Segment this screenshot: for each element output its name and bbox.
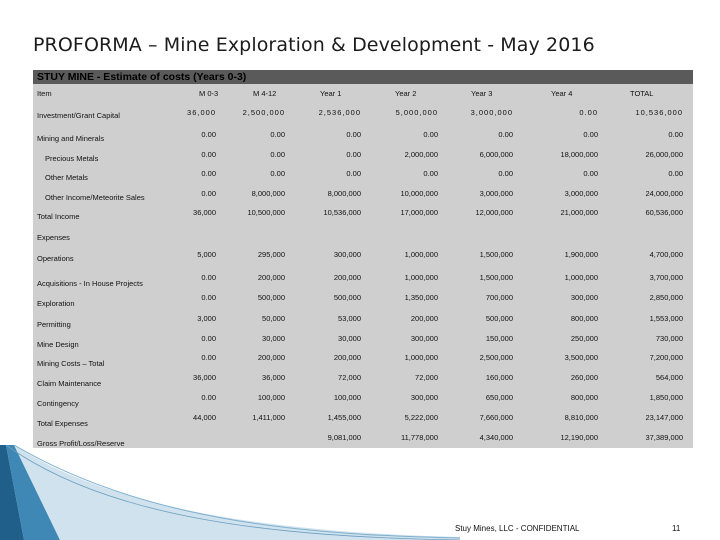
row-value: 260,000 <box>570 373 598 382</box>
row-value: 10,500,000 <box>247 208 285 217</box>
row-value: 300,000 <box>410 393 438 402</box>
row-value: 1,455,000 <box>327 413 361 422</box>
row-value: 0.00 <box>583 169 598 178</box>
row-label: Investment/Grant Capital <box>37 111 120 120</box>
row-value: 24,000,000 <box>645 189 683 198</box>
row-value: 30,000 <box>338 334 361 343</box>
row-value: 200,000 <box>257 273 285 282</box>
row-value: 3,000,000 <box>564 189 598 198</box>
row-value: 5,222,000 <box>404 413 438 422</box>
row-value: 0.00 <box>201 334 216 343</box>
row-value: 21,000,000 <box>560 208 598 217</box>
row-value: 10,536,000 <box>323 208 361 217</box>
row-value: 200,000 <box>333 273 361 282</box>
row-label: Expenses <box>37 233 70 242</box>
row-value: 500,000 <box>485 314 513 323</box>
row-value: 1,350,000 <box>404 293 438 302</box>
decorative-swoosh <box>0 445 460 540</box>
row-value: 5,000 <box>197 250 216 259</box>
table-row <box>33 210 693 228</box>
page-title: PROFORMA – Mine Exploration & Development - May 2016 <box>33 34 595 56</box>
row-value: 800,000 <box>570 314 598 323</box>
row-value: 10,536,000 <box>635 108 683 117</box>
row-value: 12,190,000 <box>560 433 598 442</box>
row-value: 0.00 <box>346 169 361 178</box>
row-value: 3,000 <box>197 314 216 323</box>
table-row <box>33 336 693 354</box>
row-value: 36,000 <box>187 108 216 117</box>
row-value: 2,536,000 <box>318 108 361 117</box>
row-label: Permitting <box>37 320 71 329</box>
row-value: 3,700,000 <box>649 273 683 282</box>
row-value: 53,000 <box>338 314 361 323</box>
row-value: 800,000 <box>570 393 598 402</box>
row-value: 3,000,000 <box>479 189 513 198</box>
row-value: 9,081,000 <box>327 433 361 442</box>
row-value: 1,500,000 <box>479 273 513 282</box>
row-value: 3,000,000 <box>470 108 513 117</box>
row-value: 0.00 <box>423 130 438 139</box>
row-value: 1,900,000 <box>564 250 598 259</box>
row-value: 10,000,000 <box>400 189 438 198</box>
row-value: 37,389,000 <box>645 433 683 442</box>
table-row <box>33 252 693 270</box>
row-value: 0.00 <box>201 353 216 362</box>
row-value: 8,000,000 <box>251 189 285 198</box>
row-value: 30,000 <box>262 334 285 343</box>
row-value: 0.00 <box>270 150 285 159</box>
row-value: 11,778,000 <box>401 433 438 442</box>
row-value: 8,000,000 <box>327 189 361 198</box>
table-row <box>33 355 693 373</box>
table-heading: STUY MINE - Estimate of costs (Years 0-3) <box>37 71 247 83</box>
row-value: 0.00 <box>201 130 216 139</box>
row-value: 17,000,000 <box>400 208 438 217</box>
row-value: 300,000 <box>570 293 598 302</box>
row-label: Mine Design <box>37 340 79 349</box>
row-value: 8,810,000 <box>564 413 598 422</box>
table-row <box>33 375 693 393</box>
row-value: 5,000,000 <box>395 108 438 117</box>
row-value: 4,340,000 <box>479 433 513 442</box>
row-label: Precious Metals <box>45 154 99 163</box>
row-value: 1,000,000 <box>404 273 438 282</box>
row-value: 12,000,000 <box>475 208 513 217</box>
table-row <box>33 191 693 209</box>
col-header-year3: Year 3 <box>471 89 493 98</box>
row-value: 0.00 <box>498 130 513 139</box>
row-label: Claim Maintenance <box>37 379 102 388</box>
row-value: 564,000 <box>655 373 683 382</box>
row-value: 150,000 <box>485 334 513 343</box>
row-value: 60,536,000 <box>645 208 683 217</box>
row-value: 0.00 <box>346 150 361 159</box>
row-label: Exploration <box>37 299 75 308</box>
row-value: 72,000 <box>338 373 361 382</box>
table-row <box>33 171 693 189</box>
row-label: Other Income/Meteorite Sales <box>45 193 145 202</box>
col-header-year1: Year 1 <box>320 89 342 98</box>
column-header-row <box>33 89 693 107</box>
row-value: 2,000,000 <box>404 150 438 159</box>
row-label: Total Income <box>37 212 80 221</box>
row-value: 100,000 <box>257 393 285 402</box>
table-row <box>33 132 693 150</box>
row-value: 6,000,000 <box>479 150 513 159</box>
row-value: 72,000 <box>415 373 438 382</box>
row-value: 0.00 <box>270 169 285 178</box>
row-value: 1,850,000 <box>649 393 683 402</box>
col-header-m4-12: M 4-12 <box>253 89 277 98</box>
row-value: 0.00 <box>201 293 216 302</box>
row-value: 300,000 <box>333 250 361 259</box>
row-value: 500,000 <box>257 293 285 302</box>
row-value: 1,000,000 <box>564 273 598 282</box>
table-row <box>33 110 693 128</box>
row-value: 650,000 <box>485 393 513 402</box>
row-value: 36,000 <box>193 208 216 217</box>
row-label: Acquisitions - In House Projects <box>37 279 143 288</box>
row-value: 295,000 <box>257 250 285 259</box>
row-value: 7,200,000 <box>649 353 683 362</box>
row-value: 0.00 <box>668 130 683 139</box>
row-value: 0.00 <box>201 150 216 159</box>
row-label: Operations <box>37 254 74 263</box>
row-value: 0.00 <box>668 169 683 178</box>
row-value: 2,500,000 <box>242 108 285 117</box>
row-value: 0.00 <box>270 130 285 139</box>
row-value: 100,000 <box>333 393 361 402</box>
page-number: 11 <box>672 524 681 533</box>
row-value: 23,147,000 <box>645 413 683 422</box>
row-value: 0.00 <box>201 393 216 402</box>
row-value: 26,000,000 <box>645 150 683 159</box>
row-value: 250,000 <box>570 334 598 343</box>
row-value: 1,500,000 <box>479 250 513 259</box>
row-value: 36,000 <box>193 373 216 382</box>
footer-confidential: Stuy Mines, LLC - CONFIDENTIAL <box>455 524 580 533</box>
row-value: 300,000 <box>410 334 438 343</box>
col-header-year4: Year 4 <box>551 89 573 98</box>
row-label: Mining and Minerals <box>37 134 105 143</box>
col-header-item: Item <box>37 89 52 98</box>
row-value: 200,000 <box>410 314 438 323</box>
row-label: Total Expenses <box>37 419 88 428</box>
row-value: 700,000 <box>485 293 513 302</box>
row-value: 0.00 <box>583 130 598 139</box>
table-row <box>33 316 693 334</box>
cost-estimate-table <box>33 70 693 448</box>
row-value: 0.00 <box>201 169 216 178</box>
table-row <box>33 415 693 433</box>
row-value: 2,500,000 <box>479 353 513 362</box>
row-value: 0.00 <box>423 169 438 178</box>
row-value: 36,000 <box>262 373 285 382</box>
table-row <box>33 275 693 293</box>
row-value: 730,000 <box>655 334 683 343</box>
row-value: 500,000 <box>333 293 361 302</box>
col-header-total: TOTAL <box>630 89 654 98</box>
row-value: 1,000,000 <box>404 250 438 259</box>
col-header-m0-3: M 0-3 <box>199 89 219 98</box>
row-value: 200,000 <box>257 353 285 362</box>
row-value: 3,500,000 <box>564 353 598 362</box>
col-header-year2: Year 2 <box>395 89 417 98</box>
row-value: 200,000 <box>333 353 361 362</box>
row-value: 44,000 <box>193 413 216 422</box>
row-value: 0.00 <box>498 169 513 178</box>
table-row <box>33 152 693 170</box>
row-value: 0.00 <box>201 273 216 282</box>
row-value: 7,660,000 <box>479 413 513 422</box>
row-value: 160,000 <box>485 373 513 382</box>
row-value: 1,000,000 <box>404 353 438 362</box>
row-value: 1,553,000 <box>649 314 683 323</box>
row-value: 4,700,000 <box>649 250 683 259</box>
table-row <box>33 395 693 413</box>
table-row <box>33 295 693 313</box>
row-label: Mining Costs – Total <box>37 359 105 368</box>
row-value: 2,850,000 <box>649 293 683 302</box>
row-value: 0.00 <box>579 108 598 117</box>
row-value: 18,000,000 <box>560 150 598 159</box>
row-label: Other Metals <box>45 173 88 182</box>
row-value: 0.00 <box>201 189 216 198</box>
row-label: Contingency <box>37 399 79 408</box>
row-value: 1,411,000 <box>252 413 285 422</box>
table-row <box>33 231 693 249</box>
row-value: 50,000 <box>262 314 285 323</box>
row-label: Gross Profit/Loss/Reserve <box>37 439 125 448</box>
row-value: 0.00 <box>346 130 361 139</box>
